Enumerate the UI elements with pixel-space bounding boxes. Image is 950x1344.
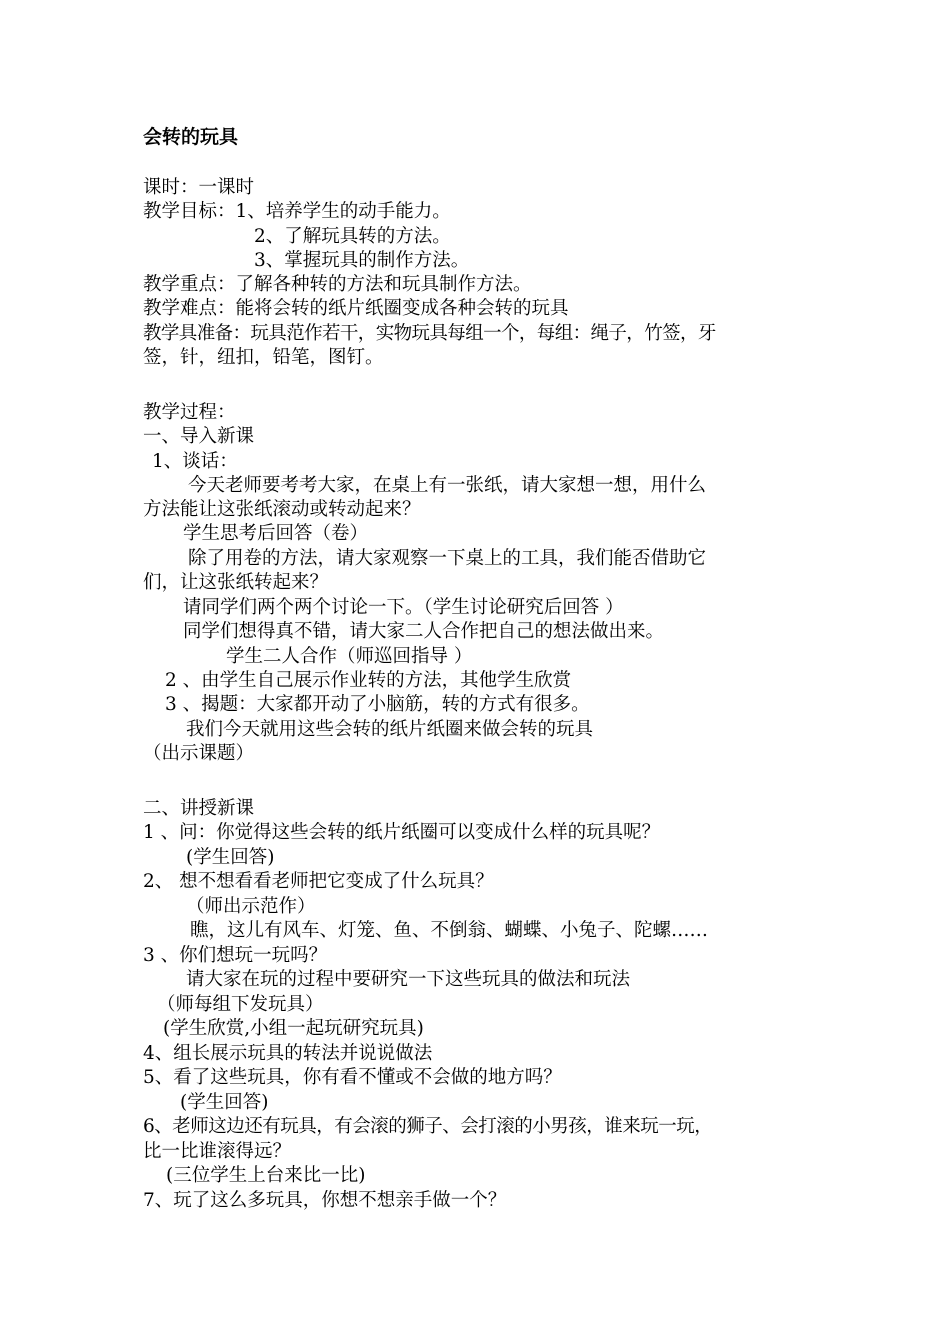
- text-line: 5、看了这些玩具，你有看不懂或不会做的地方吗？: [143, 1067, 562, 1088]
- text-line: (学生回答): [186, 847, 275, 868]
- text-line: 一、导入新课: [143, 426, 255, 447]
- text-line: 学生思考后回答（卷）: [183, 523, 369, 544]
- text-line: （出示课题）: [143, 743, 255, 764]
- text-line: 请同学们两个两个讨论一下。（学生讨论研究后回答 ）: [183, 597, 624, 618]
- text-line: 教学过程：: [143, 402, 236, 423]
- text-line: 瞧，这儿有风车、灯笼、鱼、不倒翁、蝴蝶、小兔子、陀螺……: [190, 920, 709, 941]
- text-line: 我们今天就用这些会转的纸片纸圈来做会转的玩具: [186, 719, 594, 740]
- text-line: 同学们想得真不错，请大家二人合作把自己的想法做出来。: [183, 621, 665, 642]
- text-line: 3 、你们想玩一玩吗？: [143, 945, 328, 966]
- text-line: 教学重点：了解各种转的方法和玩具制作方法。: [143, 274, 532, 295]
- text-line: 教学难点：能将会转的纸片纸圈变成各种会转的玩具: [143, 298, 569, 319]
- text-line: 除了用卷的方法，请大家观察一下桌上的工具，我们能否借助它: [188, 548, 707, 569]
- text-line: 比一比谁滚得远？: [143, 1141, 292, 1162]
- text-line: 们，让这张纸转起来？: [143, 572, 329, 593]
- text-line: 二、讲授新课: [143, 798, 255, 819]
- text-line: 2、了解玩具转的方法。: [254, 226, 451, 247]
- text-line: 2、 想不想看看老师把它变成了什么玩具？: [143, 871, 494, 892]
- text-line: (学生欣赏,小组一起玩研究玩具): [163, 1018, 424, 1039]
- text-line: 7、玩了这么多玩具，你想不想亲手做一个？: [143, 1190, 507, 1211]
- text-line: 3、掌握玩具的制作方法。: [254, 250, 470, 271]
- text-line: 学生二人合作（师巡回指导 ）: [226, 646, 473, 667]
- text-line: (三位学生上台来比一比): [166, 1165, 366, 1186]
- text-line: 请大家在玩的过程中要研究一下这些玩具的做法和玩法: [186, 969, 631, 990]
- text-line: 1、谈话：: [152, 451, 238, 472]
- text-line: 教学目标：1、培养学生的动手能力。: [143, 201, 451, 222]
- text-line: 6、老师这边还有玩具，有会滚的狮子、会打滚的小男孩，谁来玩一玩，: [143, 1116, 713, 1137]
- document-title: 会转的玩具: [143, 126, 239, 148]
- text-line: 今天老师要考考大家，在桌上有一张纸，请大家想一想，用什么: [188, 475, 707, 496]
- text-line: 签，针，纽扣，铅笔，图钉。: [143, 347, 384, 368]
- text-line: 1 、问：你觉得这些会转的纸片纸圈可以变成什么样的玩具呢？: [143, 822, 661, 843]
- text-line: 课时：一课时: [143, 177, 255, 198]
- text-line: （师出示范作）: [186, 896, 316, 917]
- text-line: (学生回答): [180, 1092, 269, 1113]
- text-line: 教学具准备：玩具范作若干，实物玩具每组一个，每组：绳子，竹签，牙: [143, 323, 716, 344]
- text-line: 方法能让这张纸滚动或转动起来？: [143, 499, 421, 520]
- text-line: 3 、揭题：大家都开动了小脑筋，转的方式有很多。: [165, 694, 590, 715]
- text-line: 4、组长展示玩具的转法并说说做法: [143, 1043, 433, 1064]
- text-line: 2 、由学生自己展示作业转的方法，其他学生欣赏: [165, 670, 572, 691]
- text-line: （师每组下发玩具）: [157, 994, 324, 1015]
